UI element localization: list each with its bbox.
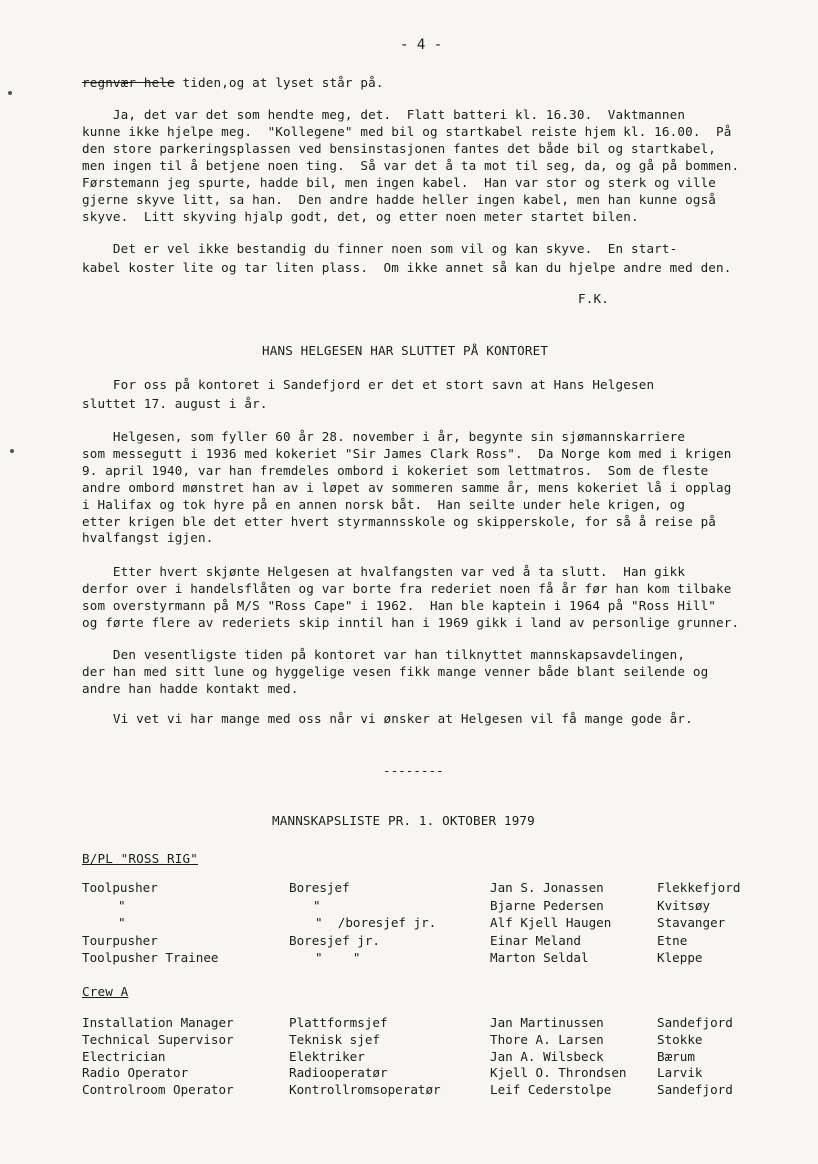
table-cell: Elektriker — [289, 1048, 365, 1064]
first-line-rest: tiden,og at lyset står på. — [174, 75, 384, 90]
text-line: 9. april 1940, var han fremdeles ombord i kokeriet som lettmatros. Som de fleste — [82, 462, 709, 478]
table-cell: " — [118, 897, 126, 913]
table-cell: Boresjef — [289, 880, 350, 895]
text-line: Etter hvert skjønte Helgesen at hvalfangsten var ved å ta slutt. Han gikk — [82, 564, 686, 579]
table-cell: Alf Kjell Haugen — [490, 915, 612, 930]
table-cell: Tourpusher — [82, 932, 158, 948]
table-cell: Kontrollromsoperatør — [289, 1082, 441, 1098]
text-line: Det er vel ikke bestandig du finner noen som vil og kan skyve. En start- — [82, 241, 678, 256]
page-number: - 4 - — [400, 37, 443, 53]
text-line: som overstyrmann på M/S "Ross Cape" i 1962. Han ble kaptein i 1964 på "Ross Hill" — [82, 598, 717, 613]
text-line: i Halifax og tok hyre på en annen norsk båt. Han seilte under hele krigen, og — [82, 496, 686, 512]
vessel-heading: B/PL "ROSS RIG" — [82, 851, 198, 866]
table-cell: Technical Supervisor — [82, 1031, 234, 1047]
table-cell: Radio Operator — [82, 1065, 189, 1081]
table-cell: Flekkefjord — [657, 880, 741, 895]
text-line: Vi vet vi har mange med oss når vi ønsker at Helgesen vil få mange gode år. — [82, 711, 693, 726]
table-cell: Jan A. Wilsbeck — [490, 1048, 604, 1064]
crew-list-heading: MANNSKAPSLISTE PR. 1. OKTOBER 1979 — [272, 813, 535, 828]
table-cell: Kjell O. Throndsen — [490, 1065, 627, 1081]
table-cell: Controlroom Operator — [82, 1082, 234, 1098]
table-cell: Bærum — [657, 1048, 695, 1064]
table-cell: Einar Meland — [490, 932, 581, 948]
text-line: kabel koster lite og tar liten plass. Om ikke annet så kan du hjelpe andre med den. — [82, 260, 732, 275]
text-line: og førte flere av rederiets skip inntil han i 1969 gikk i land av personlige grunner. — [82, 615, 740, 630]
table-cell: Teknisk sjef — [289, 1031, 380, 1047]
table-cell: Kleppe — [657, 950, 703, 965]
text-line: etter krigen ble det etter hvert styrmannsskole og skipperskole, for så å reise på — [82, 513, 717, 529]
struck-text: regnvær hele — [82, 75, 175, 90]
text-line: den store parkeringsplassen ved bensinstasjonen fantes det både bil og startkabel, — [82, 141, 717, 156]
table-cell: Marton Seldal — [490, 950, 589, 965]
text-line: Den vesentligste tiden på kontoret var han tilknyttet mannskapsavdelingen, — [82, 647, 686, 662]
crew-a-heading: Crew A — [82, 984, 129, 999]
table-cell: Installation Manager — [82, 1015, 234, 1030]
text-line: gjerne skyve litt, sa han. Den andre hadde heller ingen kabel, men han kunne også — [82, 192, 717, 207]
table-cell: " — [118, 915, 126, 930]
text-line: For oss på kontoret i Sandefjord er det et stort savn at Hans Helgesen — [82, 377, 655, 392]
text-line: Helgesen, som fyller 60 år 28. november i år, begynte sin sjømannskarriere — [82, 429, 686, 444]
punch-mark — [8, 91, 12, 95]
punch-mark — [10, 449, 14, 453]
table-cell: Electrician — [82, 1048, 166, 1064]
text-line: hvalfangst igjen. — [82, 530, 214, 546]
table-cell: Bjarne Pedersen — [490, 897, 604, 913]
table-cell: Stavanger — [657, 915, 726, 930]
text-line: skyve. Litt skyving hjalp godt, det, og etter noen meter startet bilen. — [82, 209, 639, 224]
text-line: sluttet 17. august i år. — [82, 396, 268, 411]
text-line: der han med sitt lune og hyggelige vesen fikk mange venner både blant seilende og — [82, 664, 709, 679]
table-cell: Leif Cederstolpe — [490, 1082, 612, 1098]
text-line: andre han hadde kontakt med. — [82, 681, 299, 696]
text-line: men ingen til å betjene noen ting. Så var det å ta mot til seg, da, og gå på bommen. — [82, 158, 740, 173]
table-cell: Jan S. Jonassen — [490, 880, 604, 895]
article2-heading: HANS HELGESEN HAR SLUTTET PÅ KONTORET — [262, 343, 549, 358]
text-line: Ja, det var det som hendte meg, det. Flatt batteri kl. 16.30. Vaktmannen — [82, 107, 686, 122]
table-cell: Radiooperatør — [289, 1065, 388, 1081]
table-cell: " /boresjef jr. — [315, 915, 437, 930]
text-line: kunne ikke hjelpe meg. "Kollegene" med bil og startkabel reiste hjem kl. 16.00. På — [82, 124, 732, 139]
table-cell: Sandefjord — [657, 1015, 733, 1030]
text-line: derfor over i handelsflåten og var borte fra rederiet noen få år før han kom tilbake — [82, 581, 732, 596]
table-cell: Toolpusher Trainee — [82, 950, 219, 965]
table-cell: " — [313, 897, 321, 913]
table-cell: " " — [315, 950, 361, 965]
table-cell: Sandefjord — [657, 1082, 733, 1098]
text-line: Førstemann jeg spurte, hadde bil, men ingen kabel. Han var stor og sterk og ville — [82, 175, 717, 190]
text-line: andre ombord mønstret han av i løpet av sommeren samme år, mens kokeriet lå i opplag — [82, 479, 732, 495]
table-cell: Plattformsjef — [289, 1015, 388, 1030]
table-cell: Boresjef jr. — [289, 932, 380, 948]
table-cell: Etne — [657, 932, 688, 948]
table-cell: Stokke — [657, 1031, 703, 1047]
table-cell: Jan Martinussen — [490, 1015, 604, 1030]
table-cell: Kvitsøy — [657, 897, 711, 913]
text-line: som messegutt i 1936 med kokeriet "Sir James Clark Ross". Da Norge kom med i krigen — [82, 445, 732, 461]
separator: -------- — [383, 763, 444, 778]
table-cell: Larvik — [657, 1065, 703, 1081]
signature: F.K. — [578, 291, 609, 306]
table-cell: Thore A. Larsen — [490, 1031, 604, 1047]
article1-first-line — [82, 74, 384, 91]
table-cell: Toolpusher — [82, 880, 158, 895]
